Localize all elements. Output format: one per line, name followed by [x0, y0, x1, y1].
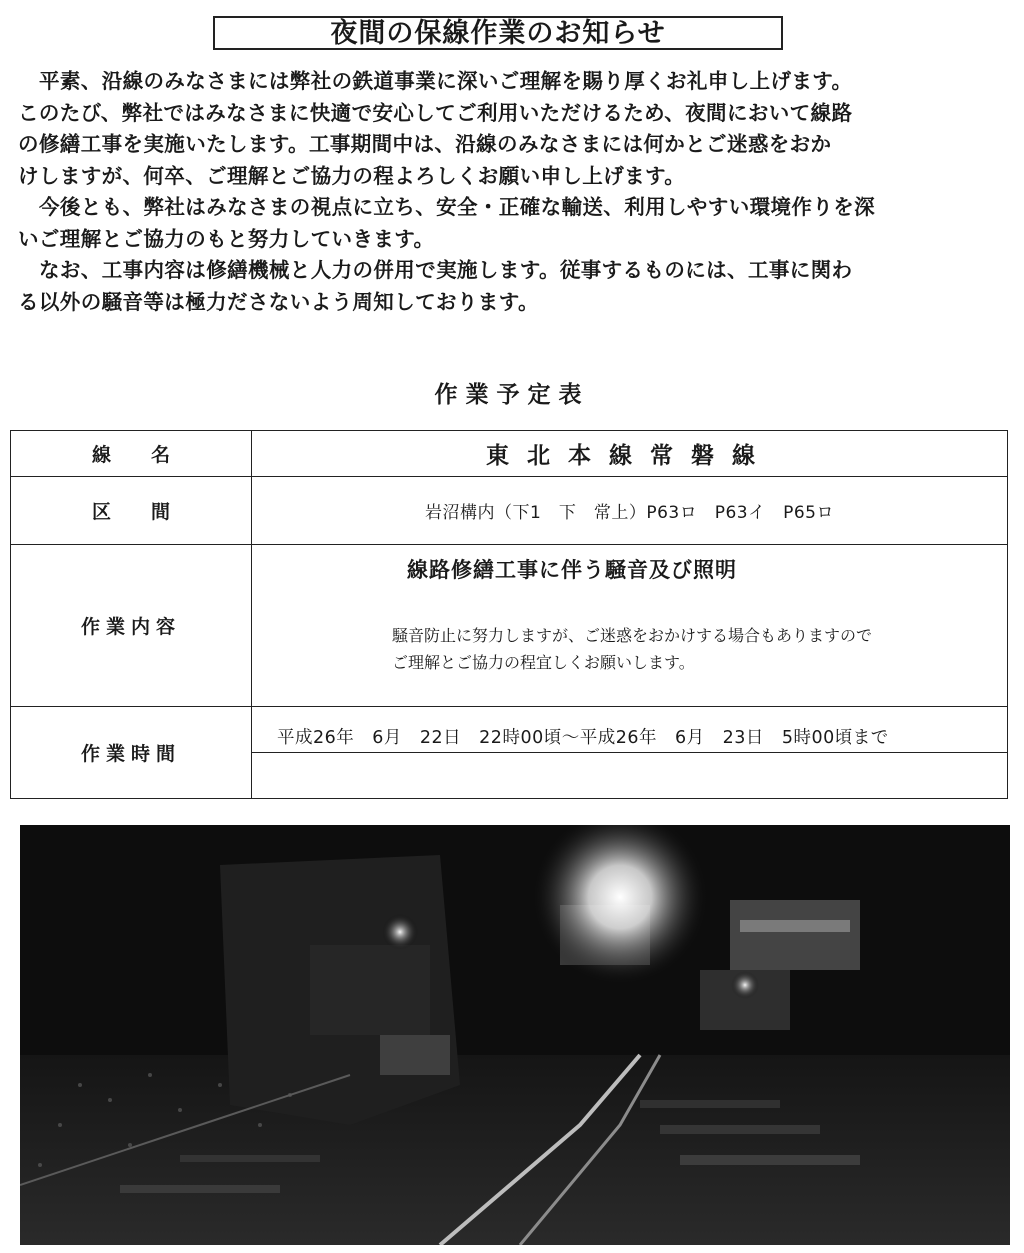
notice-body	[18, 66, 1008, 318]
work-time-empty-cell	[252, 753, 1008, 799]
notice-line: なお、工事内容は修繕機械と人力の併用で実施します。従事するものには、工事に関わ	[39, 258, 853, 282]
notice-line: 平素、沿線のみなさまには弊社の鉄道事業に深いご理解を賜り厚くお礼申し上げます。	[39, 69, 853, 93]
notice-line: の修繕工事を実施いたします。工事期間中は、沿線のみなさまには何かとご迷惑をおか	[18, 132, 832, 156]
work-content-heading: 線路修繕工事に伴う騒音及び照明	[407, 558, 737, 582]
notice-line: けしますが、何卒、ご理解とご協力の程よろしくお願い申し上げます。	[18, 163, 686, 188]
table-row	[11, 545, 1008, 707]
night-work-photo-graphic	[20, 825, 1010, 1245]
section-label: 区間	[11, 477, 252, 545]
night-work-photo	[20, 825, 1010, 1245]
schedule-table	[10, 430, 1008, 799]
work-content-cell	[252, 545, 1008, 707]
notice-line: 今後とも、弊社はみなさまの視点に立ち、安全・正確な輸送、利用しやすい環境作りを深	[39, 195, 875, 219]
table-row	[11, 707, 1008, 753]
line-name-value: 東北本線常磐線	[252, 431, 1008, 477]
notice-line: る以外の騒音等は極力ださないよう周知しております。	[18, 289, 539, 314]
work-content-label: 作業内容	[11, 545, 252, 707]
table-row	[11, 431, 1008, 477]
section-value: 岩沼構内（下1 下 常上）P63ロ P63イ P65ロ	[252, 477, 1008, 545]
work-content-note-line: 騒音防止に努力しますが、ご迷惑をおかけする場合もありますので	[392, 626, 873, 645]
work-content-note-line: ご理解とご協力の程宜しくお願いします。	[392, 653, 695, 672]
line-name-label: 線名	[11, 431, 252, 477]
notice-line: このたび、弊社ではみなさまに快適で安心してご利用いただけるため、夜間において線路	[18, 100, 853, 125]
work-time-value: 平成26年 6月 22日 22時00頃～平成26年 6月 23日 5時00頃まで	[252, 707, 1008, 753]
work-time-label: 作業時間	[11, 707, 252, 799]
work-content-note	[392, 622, 872, 676]
notice-line: いご理解とご協力のもと努力していきます。	[18, 226, 435, 251]
page-title: 夜間の保線作業のお知らせ	[213, 16, 783, 50]
schedule-heading: 作業予定表	[434, 382, 590, 408]
table-row	[11, 477, 1008, 545]
